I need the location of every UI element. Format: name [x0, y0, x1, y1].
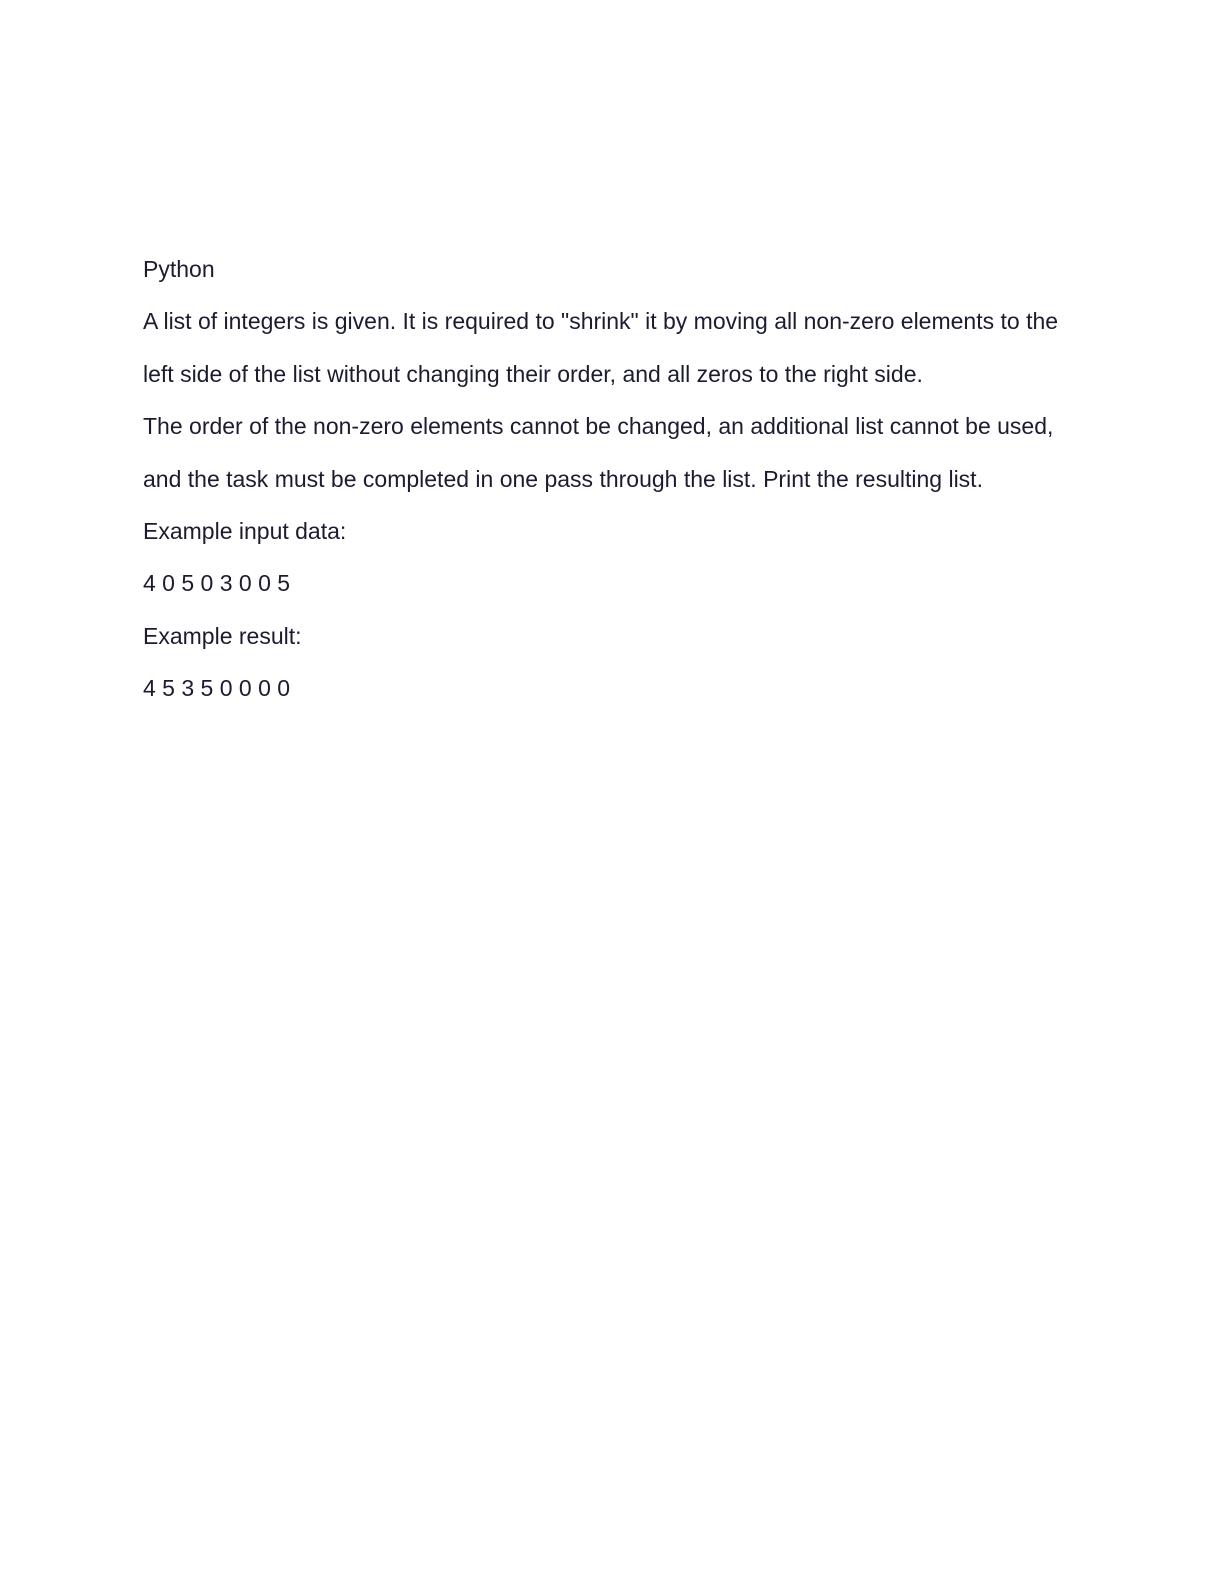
paragraph-line: left side of the list without changing their order, and all zeros to the right side. [143, 360, 923, 387]
example-result-value: 4 5 3 5 0 0 0 0 [143, 675, 291, 702]
example-input-label: Example input data: [143, 518, 347, 545]
example-input-value: 4 0 5 0 3 0 0 5 [143, 570, 291, 597]
paragraph-line: The order of the non-zero elements cannot be changed, an additional list cannot be used, [143, 413, 1054, 440]
paragraph-line: and the task must be completed in one pass through the list. Print the resulting list. [143, 465, 983, 492]
document-title: Python [143, 256, 215, 282]
document-body [143, 243, 1083, 715]
example-result-label: Example result: [143, 622, 302, 649]
paragraph-line: A list of integers is given. It is required to "shrink" it by moving all non-zero elements to the [143, 308, 1059, 335]
